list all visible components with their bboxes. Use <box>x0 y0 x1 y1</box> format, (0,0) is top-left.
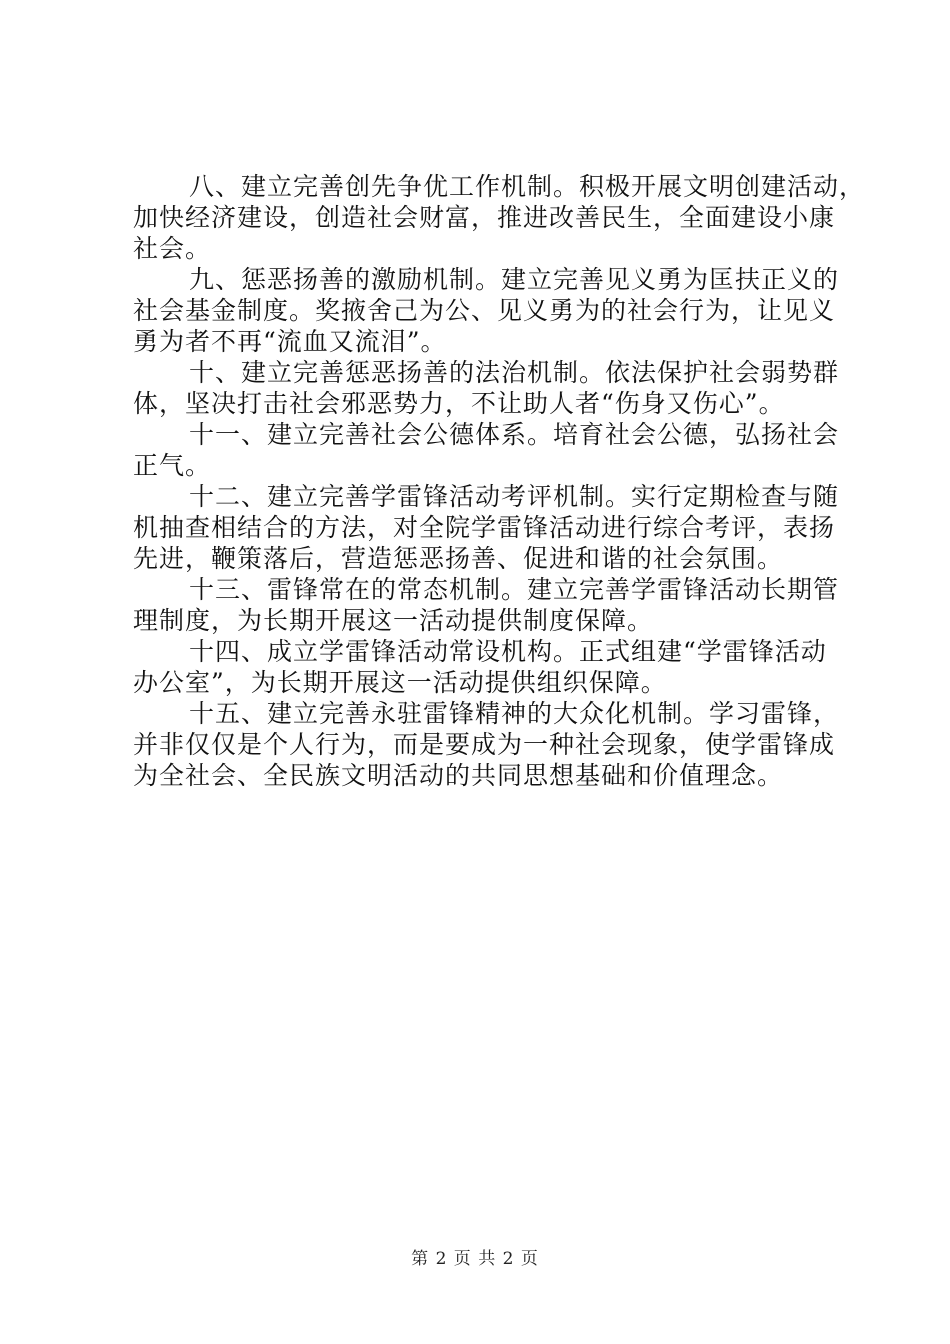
paragraph-13 <box>133 574 840 636</box>
paragraph-line: 加快经济建设，创造社会财富，推进改善民生，全面建设小康 <box>133 203 836 232</box>
paragraph-line: 社会。 <box>133 234 212 263</box>
paragraph-line: 九、惩恶扬善的激励机制。建立完善见义勇为匡扶正义的 <box>189 265 840 294</box>
paragraph-line: 理制度，为长期开展这一活动提供制度保障。 <box>133 606 654 635</box>
paragraph-9 <box>133 264 840 357</box>
document-body <box>133 171 866 791</box>
paragraph-12 <box>133 481 840 574</box>
paragraph-line: 十二、建立完善学雷锋活动考评机制。实行定期检查与随 <box>189 482 840 511</box>
paragraph-8 <box>133 171 866 264</box>
paragraph-line: 机抽查相结合的方法，对全院学雷锋活动进行综合考评，表扬 <box>133 513 836 542</box>
paragraph-line: 勇为者不再“流血又流泪”。 <box>133 327 447 356</box>
paragraph-11 <box>133 419 840 481</box>
paragraph-line: 十一、建立完善社会公德体系。培育社会公德，弘扬社会 <box>189 420 840 449</box>
paragraph-line: 十四、成立学雷锋活动常设机构。正式组建“学雷锋活动 <box>189 637 827 666</box>
paragraph-14 <box>133 636 833 698</box>
page-number-footer: 第 2 页 共 2 页 <box>411 1249 539 1269</box>
paragraph-line: 先进，鞭策落后，营造惩恶扬善、促进和谐的社会氛围。 <box>133 544 784 573</box>
paragraph-line: 正气。 <box>133 451 212 480</box>
paragraph-line: 为全社会、全民族文明活动的共同思想基础和价值理念。 <box>133 761 784 790</box>
paragraph-10 <box>133 357 840 419</box>
paragraph-line: 八、建立完善创先争优工作机制。积极开展文明创建活动， <box>189 172 866 201</box>
paragraph-line: 十五、建立完善永驻雷锋精神的大众化机制。学习雷锋， <box>189 699 840 728</box>
paragraph-line: 办公室”，为长期开展这一活动提供组织保障。 <box>133 668 667 697</box>
paragraph-line: 社会基金制度。奖掖舍己为公、见义勇为的社会行为，让见义 <box>133 296 836 325</box>
paragraph-line: 十、建立完善惩恶扬善的法治机制。依法保护社会弱势群 <box>189 358 840 387</box>
paragraph-line: 十三、雷锋常在的常态机制。建立完善学雷锋活动长期管 <box>189 575 840 604</box>
paragraph-line: 并非仅仅是个人行为，而是要成为一种社会现象，使学雷锋成 <box>133 730 836 759</box>
paragraph-15 <box>133 698 840 791</box>
paragraph-line: 体，坚决打击社会邪恶势力，不让助人者“伤身又伤心”。 <box>133 389 785 418</box>
